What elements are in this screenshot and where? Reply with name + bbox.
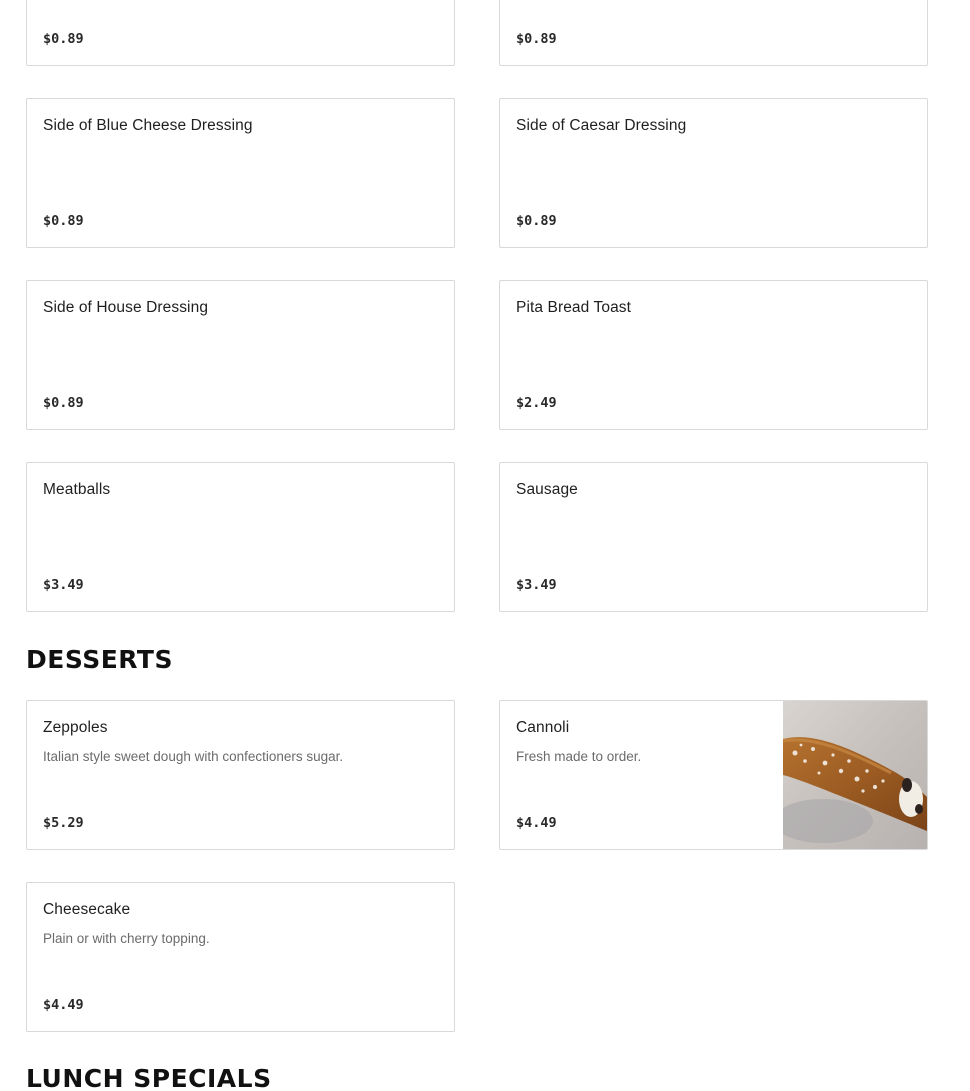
menu-item-card[interactable] (499, 700, 928, 850)
item-price: $0.89 (516, 213, 557, 229)
cannoli-photo (783, 701, 927, 849)
item-name: Cheesecake (43, 901, 131, 918)
item-description: Fresh made to order. (516, 749, 642, 764)
cannoli-image (783, 701, 927, 849)
item-name: Side of Blue Cheese Dressing (43, 117, 253, 134)
menu-item-card[interactable] (26, 0, 455, 66)
item-name: Pita Bread Toast (516, 299, 632, 316)
item-price: $4.49 (43, 997, 84, 1013)
item-price: $0.89 (43, 395, 84, 411)
item-description: Plain or with cherry topping. (43, 931, 210, 946)
item-name: Side of House Dressing (43, 299, 209, 316)
item-price: $0.89 (516, 31, 557, 47)
menu-item-card[interactable] (26, 98, 455, 248)
item-name: Meatballs (43, 481, 111, 498)
section-title-desserts: DESSERTS (26, 645, 173, 674)
menu-item-card[interactable] (499, 462, 928, 612)
item-price: $3.49 (516, 577, 557, 593)
menu-item-card[interactable] (499, 0, 928, 66)
menu-item-card[interactable] (26, 280, 455, 430)
item-name: Zeppoles (43, 719, 108, 736)
item-price: $4.49 (516, 815, 557, 831)
item-name: Side of Caesar Dressing (516, 117, 687, 134)
item-price: $5.29 (43, 815, 84, 831)
item-price: $0.89 (43, 31, 84, 47)
menu-item-card[interactable] (26, 462, 455, 612)
item-description: Italian style sweet dough with confectioners sugar. (43, 749, 344, 764)
item-price: $2.49 (516, 395, 557, 411)
menu-item-card[interactable] (26, 700, 455, 850)
menu-item-card[interactable] (26, 882, 455, 1032)
item-price: $3.49 (43, 577, 84, 593)
section-title-lunch-specials: LUNCH SPECIALS (26, 1064, 272, 1091)
menu-item-card[interactable] (499, 98, 928, 248)
item-name: Cannoli (516, 719, 570, 736)
item-name: Sausage (516, 481, 578, 498)
item-price: $0.89 (43, 213, 84, 229)
menu-item-card[interactable] (499, 280, 928, 430)
